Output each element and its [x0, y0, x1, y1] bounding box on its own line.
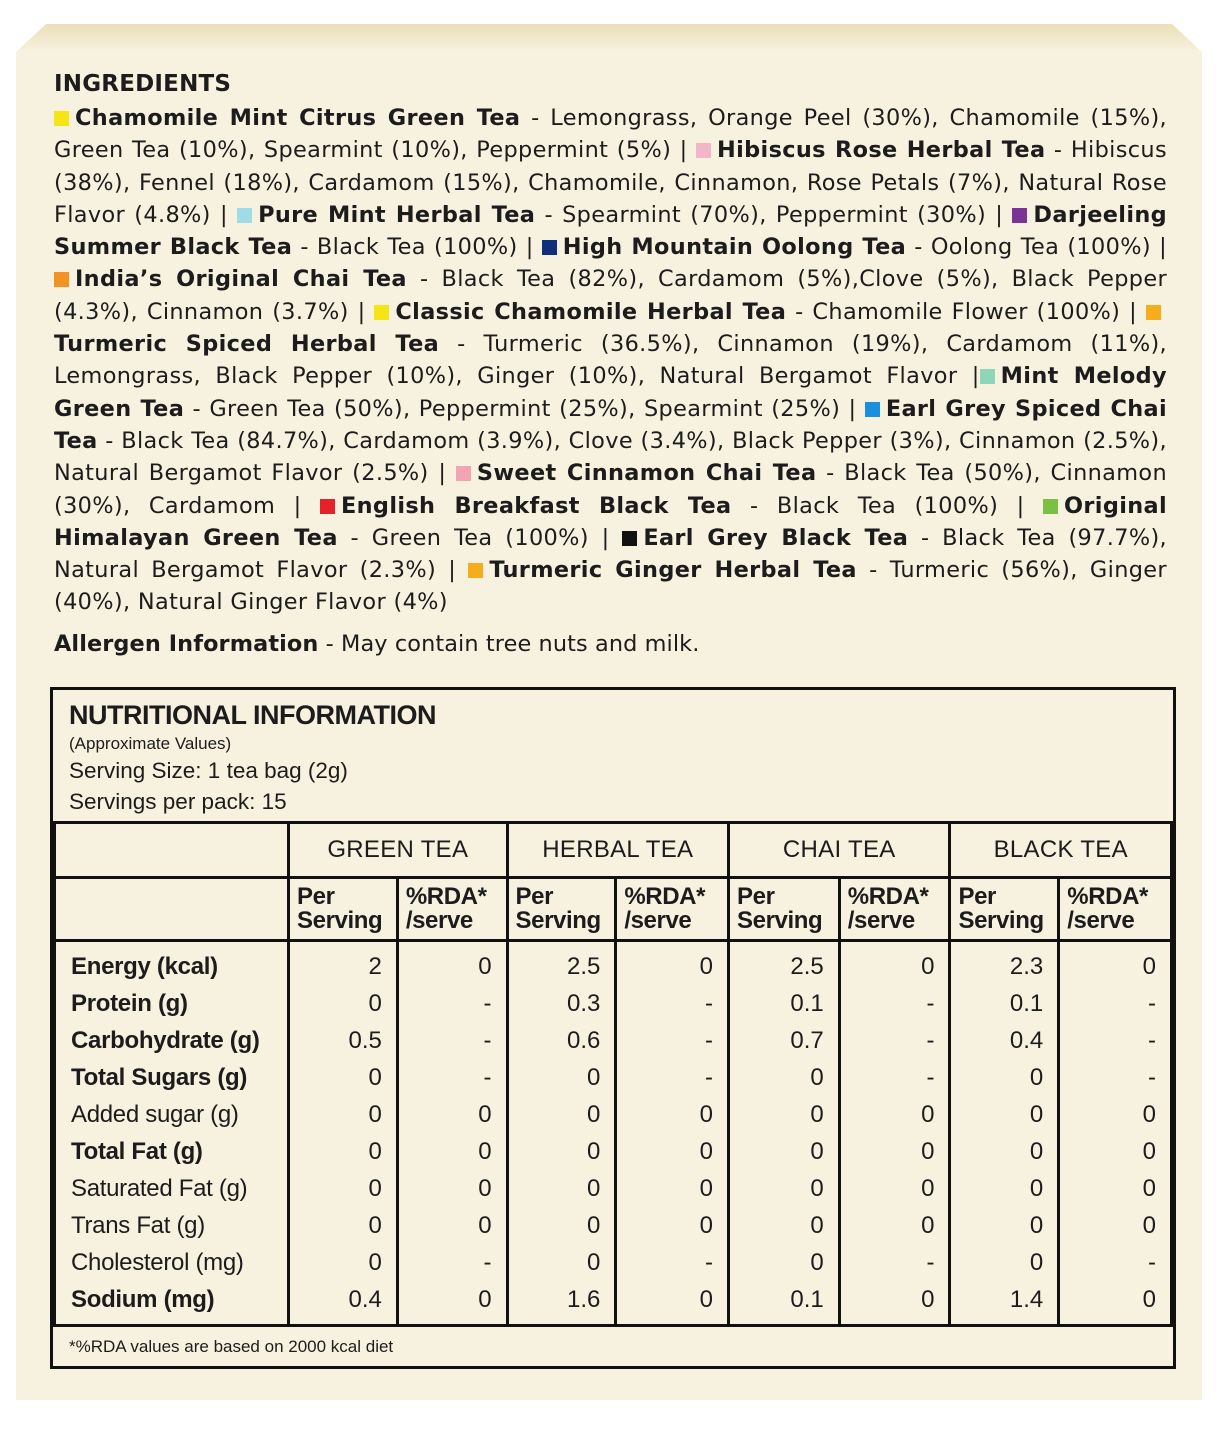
nutrient-value: 0: [950, 1170, 1059, 1207]
color-swatch: [237, 208, 252, 223]
ingredients-text: [54, 102, 1167, 619]
nutrient-value: 2.5: [507, 941, 616, 986]
tea-name: Turmeric Ginger Herbal Tea: [489, 557, 857, 584]
tea-ingredients: - Turmeric (36.5%), Cinnamon (19%), Cardamom (11%), Lemongrass, Black Pepper (10%), Ginger (10%), Natural Bergamot Flavor |: [54, 331, 1167, 390]
empty-subheader-cell: [55, 878, 289, 941]
nutrient-value: 0: [1059, 1096, 1172, 1133]
nutrient-value: 0: [507, 1133, 616, 1170]
nutrient-value: 0: [289, 1133, 398, 1170]
nutrient-label: Added sugar (g): [55, 1096, 289, 1133]
nutrient-value: 2.3: [950, 941, 1059, 986]
tea-name: India’s Original Chai Tea: [75, 266, 407, 293]
nutrient-value: 0: [507, 1096, 616, 1133]
serving-label: Serving: [958, 907, 1044, 934]
tea-ingredients: - Spearmint (70%), Peppermint (30%) |: [535, 201, 1013, 228]
nutrient-value: 0: [289, 1059, 398, 1096]
nutrient-value: 0: [950, 1096, 1059, 1133]
color-swatch: [1012, 208, 1027, 223]
nutrient-value: 0: [507, 1059, 616, 1096]
nutrient-row: [55, 1096, 1172, 1133]
nutrient-value: 0: [950, 1059, 1059, 1096]
ingredients-title: INGREDIENTS: [54, 71, 232, 97]
nutrient-value: 0.4: [289, 1281, 398, 1326]
nutrient-value: 0: [839, 1207, 950, 1244]
nutrient-value: 0: [289, 1207, 398, 1244]
serving-label: Serving: [297, 907, 383, 934]
nutrient-row: [55, 985, 1172, 1022]
per-label: Per: [958, 883, 996, 910]
nutrient-value: -: [839, 1059, 950, 1096]
nutrient-value: -: [1059, 1022, 1172, 1059]
nutrient-label: Sodium (mg): [55, 1281, 289, 1326]
allergen-text: - May contain tree nuts and milk.: [318, 631, 700, 657]
group-header: GREEN TEA: [289, 823, 508, 878]
per-label: Per: [515, 883, 554, 910]
nutrient-row: [55, 1207, 1172, 1244]
nutrient-value: 0: [839, 1096, 950, 1133]
nutrient-value: 0: [616, 941, 729, 986]
nutrient-value: -: [397, 1059, 507, 1096]
nutrient-label: Cholesterol (mg): [55, 1244, 289, 1281]
nutrient-value: 0: [507, 1244, 616, 1281]
nutrient-value: 0.5: [289, 1022, 398, 1059]
nutrient-value: -: [616, 985, 729, 1022]
rda-header: [397, 878, 507, 941]
tea-ingredients: - Black Tea (97.7%), Natural Bergamot Flavor (2.3%) |: [54, 524, 1167, 584]
nutrient-value: 0: [729, 1059, 840, 1096]
nutrient-value: 0: [1059, 941, 1172, 986]
nutrient-value: 0: [839, 1281, 950, 1326]
group-header: HERBAL TEA: [507, 823, 728, 878]
nutrient-value: -: [1059, 1244, 1172, 1281]
tea-ingredients: - Hibiscus (38%), Fennel (18%), Cardamom (15%), Chamomile, Cinnamon, Rose Petals (7%), Natural Rose Flavor (4.8%) |: [54, 137, 1167, 228]
serve-label: /serve: [624, 907, 692, 934]
nutrient-value: 0: [616, 1170, 729, 1207]
rda-label: %RDA*: [624, 883, 706, 910]
color-swatch: [865, 402, 880, 417]
nutrient-row: [55, 941, 1172, 986]
nutrient-value: 2.5: [729, 941, 840, 986]
nutrient-row: [55, 1281, 1172, 1326]
nutrient-value: 0: [397, 941, 507, 986]
nutrient-label: Total Fat (g): [55, 1133, 289, 1170]
color-swatch: [542, 240, 557, 255]
serve-label: /serve: [405, 907, 473, 934]
nutrient-label: Energy (kcal): [55, 941, 289, 986]
nutrient-value: 0.6: [507, 1022, 616, 1059]
nutrient-row: [55, 1170, 1172, 1207]
empty-header-cell: [55, 823, 289, 878]
nutrient-value: 0.1: [950, 985, 1059, 1022]
tea-ingredients: - Black Tea (84.7%), Cardamom (3.9%), Clove (3.4%), Black Pepper (3%), Cinnamon (2.5%), Natural Bergamot Flavor (2.5%) |: [54, 427, 1167, 487]
nutrient-value: 0: [616, 1133, 729, 1170]
per-label: Per: [737, 883, 775, 910]
nutrition-panel: [50, 687, 1176, 1369]
nutrient-value: 0: [507, 1207, 616, 1244]
per-serving-header: [729, 878, 840, 941]
color-swatch: [1043, 499, 1058, 514]
nutrient-value: 0: [616, 1096, 729, 1133]
color-swatch: [320, 499, 335, 514]
nutrient-value: 0: [397, 1096, 507, 1133]
nutrient-value: -: [839, 1022, 950, 1059]
servings-per-pack: Servings per pack: 15: [69, 789, 287, 814]
tea-ingredients: - Green Tea (100%) |: [337, 524, 623, 551]
group-header: BLACK TEA: [950, 823, 1172, 878]
nutrient-value: 0.7: [729, 1022, 840, 1059]
tea-name: High Mountain Oolong Tea: [562, 234, 907, 261]
nutrient-value: 0.1: [729, 985, 840, 1022]
nutrient-value: 0: [507, 1170, 616, 1207]
nutrient-value: -: [397, 1244, 507, 1281]
nutrient-row: [55, 1244, 1172, 1281]
rda-footnote: *%RDA values are based on 2000 kcal diet: [69, 1337, 394, 1356]
nutrient-value: 0: [397, 1170, 507, 1207]
allergen-info: [54, 631, 699, 657]
per-label: Per: [297, 883, 335, 910]
serving-label: Serving: [515, 907, 601, 934]
tea-name: Pure Mint Herbal Tea: [258, 201, 536, 228]
rda-header: [1059, 878, 1172, 941]
nutrient-label: Trans Fat (g): [55, 1207, 289, 1244]
nutrient-value: 0: [839, 1133, 950, 1170]
color-swatch: [374, 305, 389, 320]
nutrient-value: -: [1059, 985, 1172, 1022]
nutrient-value: 0: [729, 1096, 840, 1133]
rda-label: %RDA*: [847, 883, 929, 910]
nutrient-value: 0: [289, 985, 398, 1022]
nutrient-value: -: [839, 1244, 950, 1281]
nutrient-value: 0: [1059, 1281, 1172, 1326]
per-serving-header: [950, 878, 1059, 941]
tea-name: Original Himalayan Green Tea: [54, 492, 1167, 551]
tea-name: Darjeeling Summer Black Tea: [54, 201, 1168, 261]
color-swatch: [1146, 305, 1161, 320]
nutrient-value: 0: [397, 1133, 507, 1170]
nutrient-value: 0: [729, 1244, 840, 1281]
color-swatch: [622, 531, 637, 546]
nutrient-row: [55, 1133, 1172, 1170]
nutrient-value: 0: [1059, 1207, 1172, 1244]
nutrient-value: 0.3: [507, 985, 616, 1022]
color-swatch: [696, 143, 711, 158]
nutrient-value: 0: [616, 1207, 729, 1244]
nutrient-value: -: [839, 985, 950, 1022]
nutrient-value: -: [397, 985, 507, 1022]
nutrient-label: Protein (g): [55, 985, 289, 1022]
nutrient-value: 0.1: [729, 1281, 840, 1326]
tea-ingredients: - Chamomile Flower (100%) |: [786, 298, 1146, 325]
nutrient-value: 0: [397, 1207, 507, 1244]
tea-name: Sweet Cinnamon Chai Tea: [476, 460, 817, 487]
tea-ingredients: - Black Tea (100%) |: [292, 234, 542, 261]
nutrient-value: 0: [950, 1244, 1059, 1281]
tea-ingredients: - Green Tea (50%), Peppermint (25%), Spearmint (25%) |: [184, 395, 865, 422]
nutrient-value: -: [616, 1244, 729, 1281]
rda-label: %RDA*: [405, 883, 487, 910]
nutrient-value: 1.6: [507, 1281, 616, 1326]
tea-ingredients: - Oolong Tea (100%) |: [906, 234, 1167, 261]
nutrient-value: 0: [1059, 1133, 1172, 1170]
color-swatch: [980, 369, 995, 384]
nutrient-label: Saturated Fat (g): [55, 1170, 289, 1207]
nutrient-value: 0: [950, 1207, 1059, 1244]
nutrient-value: 0: [729, 1207, 840, 1244]
nutrient-row: [55, 1022, 1172, 1059]
rda-header: [839, 878, 950, 941]
tea-name: Earl Grey Spiced Chai Tea: [54, 395, 1168, 454]
tea-ingredients: - Black Tea (50%), Cinnamon (30%), Cardamom |: [54, 460, 1167, 519]
color-swatch: [54, 272, 69, 287]
nutrient-value: 0: [1059, 1170, 1172, 1207]
serving-label: Serving: [737, 907, 823, 934]
nutrient-value: 0: [289, 1244, 398, 1281]
nutrition-title: NUTRITIONAL INFORMATION: [69, 700, 436, 730]
nutrient-value: 0: [616, 1281, 729, 1326]
nutrient-value: 0: [397, 1281, 507, 1326]
nutrient-value: 0.4: [950, 1022, 1059, 1059]
tea-name: Turmeric Spiced Herbal Tea: [54, 331, 440, 358]
nutrient-row: [55, 1059, 1172, 1096]
tea-name: Mint Melody Green Tea: [54, 363, 1167, 422]
serving-size: Serving Size: 1 tea bag (2g): [69, 758, 348, 783]
tea-ingredients: - Black Tea (100%) |: [731, 492, 1044, 519]
nutrient-value: -: [1059, 1059, 1172, 1096]
nutrient-value: 0: [729, 1133, 840, 1170]
nutrient-value: -: [397, 1022, 507, 1059]
nutrient-value: 0: [950, 1133, 1059, 1170]
per-serving-header: [507, 878, 616, 941]
tea-name: Hibiscus Rose Herbal Tea: [717, 137, 1046, 164]
nutrient-value: 0: [839, 1170, 950, 1207]
panel-top-edge: [16, 24, 1202, 52]
tea-name: Classic Chamomile Herbal Tea: [395, 298, 787, 325]
rda-label: %RDA*: [1067, 883, 1148, 910]
tea-ingredients: - Lemongrass, Orange Peel (30%), Chamomile (15%), Green Tea (10%), Spearmint (10%), Peppermint (5%) |: [54, 105, 1167, 164]
tea-name: Earl Grey Black Tea: [643, 524, 909, 551]
color-swatch: [54, 111, 69, 126]
nutrient-label: Carbohydrate (g): [55, 1022, 289, 1059]
nutrient-value: 0: [729, 1170, 840, 1207]
color-swatch: [456, 466, 471, 481]
color-swatch: [468, 563, 483, 578]
rda-header: [616, 878, 729, 941]
nutrient-value: 0: [839, 941, 950, 986]
nutrient-value: 1.4: [950, 1281, 1059, 1326]
nutrient-label: Total Sugars (g): [55, 1059, 289, 1096]
allergen-label: Allergen Information: [54, 631, 319, 657]
nutrient-value: 0: [289, 1096, 398, 1133]
tea-name: English Breakfast Black Tea: [341, 492, 732, 519]
tea-ingredients: - Black Tea (82%), Cardamom (5%),Clove (5%), Black Pepper (4.3%), Cinnamon (3.7%) |: [54, 266, 1168, 325]
nutrient-value: 2: [289, 941, 398, 986]
nutrient-value: -: [616, 1059, 729, 1096]
nutrient-value: -: [616, 1022, 729, 1059]
nutrition-table: [53, 821, 1173, 1327]
per-serving-header: [289, 878, 398, 941]
nutrient-value: 0: [289, 1170, 398, 1207]
serve-label: /serve: [847, 907, 915, 934]
group-header: CHAI TEA: [729, 823, 950, 878]
tea-ingredients: - Turmeric (56%), Ginger (40%), Natural Ginger Flavor (4%): [54, 557, 1167, 616]
approx-note: (Approximate Values): [69, 734, 232, 753]
serve-label: /serve: [1067, 907, 1135, 934]
tea-name: Chamomile Mint Citrus Green Tea: [75, 105, 521, 131]
